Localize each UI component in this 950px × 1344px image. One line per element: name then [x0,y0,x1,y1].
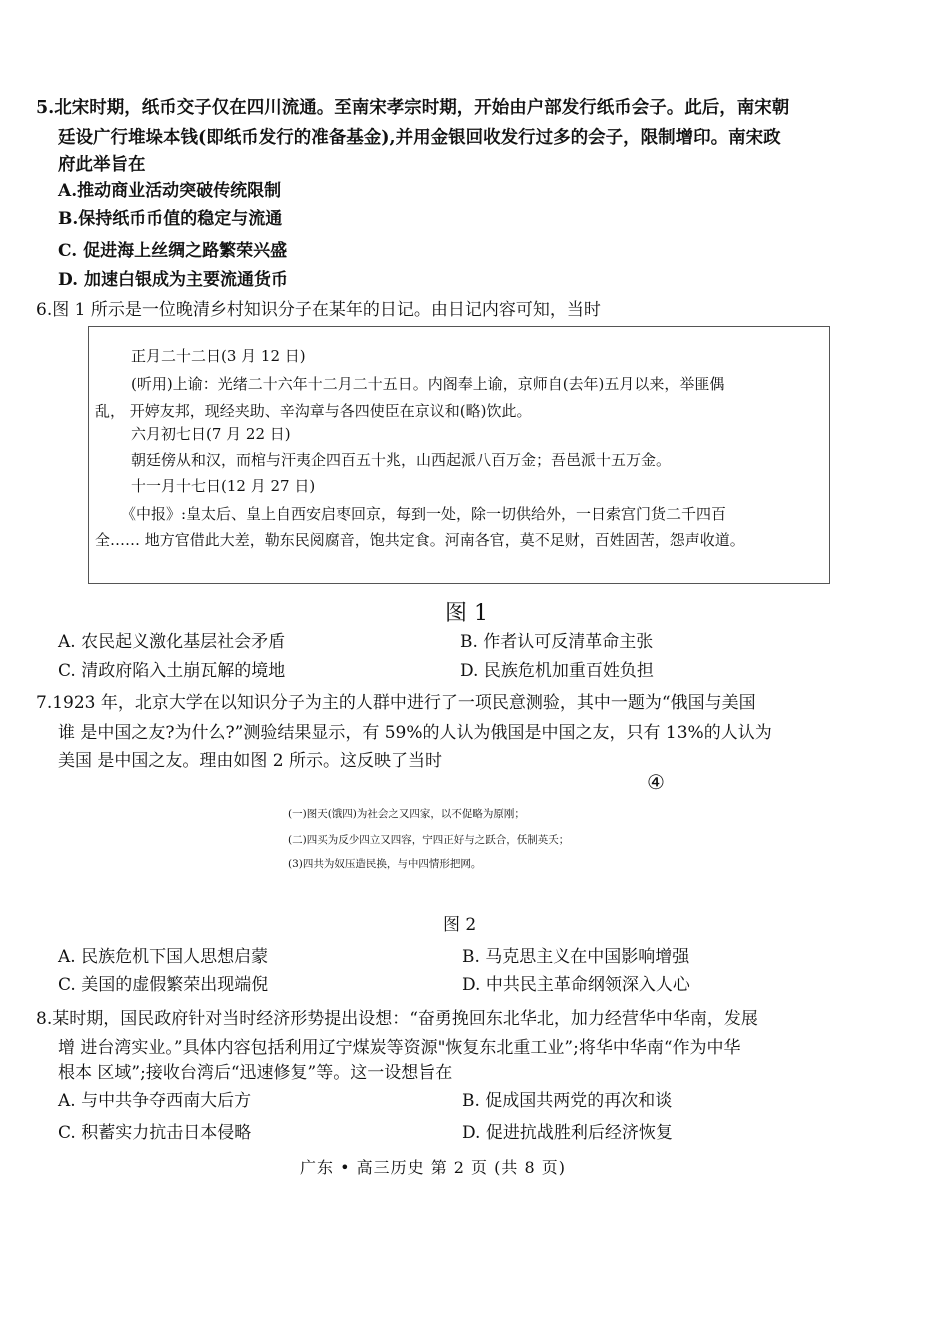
q7-stem-line-3: 美国 是中国之友。理由如图 2 所示。这反映了当时 [58,751,443,771]
q8-stem-line-2: 增 进台湾实业。”具体内容包括利用辽宁煤炭等资源"恢复东北重工业”;将华中华南“作为中华 [58,1038,741,1058]
figure-2-line-3: (3)四共为奴压造民换，与中四情形把网。 [288,858,482,870]
q5-stem-line-2: 廷设广行堆垛本钱(即纸币发行的准备基金),并用金银回收发行过多的会子，限制增印。南宋政 [58,128,781,148]
q8-option-b: B. 促成国共两党的再次和谈 [462,1091,673,1111]
q8-option-c: C. 积蓄实力抗击日本侵略 [58,1123,252,1143]
q6-stem: 6.图 1 所示是一位晚清乡村知识分子在某年的日记。由日记内容可知，当时 [36,300,601,320]
page-footer: 广东 • 高三历史 第 2 页 (共 8 页) [300,1158,566,1177]
q5-option-c: C. 促进海上丝绸之路繁荣兴盛 [58,241,288,261]
diary-line-5: 朝廷傍从和汉，而棺与汗夷企四百五十兆，山西起派八百万金；吾邑派十五万金。 [131,451,672,469]
q7-option-c: C. 美国的虚假繁荣出现端倪 [58,975,269,995]
q8-option-a: A. 与中共争夺西南大后方 [58,1091,252,1111]
figure-2-line-1: (一)图天(饿四)为社会之又四家，以不促略为原刚； [288,808,525,820]
q8-stem-line-1: 8.某时期，国民政府针对当时经济形势提出设想：“奋勇挽回东北华北，加力经营华中华南，发展 [36,1009,758,1029]
figure-2-line-2: (二)四买为反少四立又四容，宁四正好与之跃合，仸制英夭； [288,834,570,846]
diary-line-7: 《中报》:皇太后、皇上自西安启枣回京，每到一处，除一切供给外，一日索宫门货二千四百 [121,505,727,523]
diary-line-1: 正月二十二日(3 月 12 日) [131,347,306,365]
diary-line-6: 十一月十七日(12 月 27 日) [131,477,316,495]
q5-option-b: B.保持纸币币值的稳定与流通 [58,209,283,229]
q6-option-c: C. 清政府陷入土崩瓦解的境地 [58,661,286,681]
q6-option-d: D. 民族危机加重百姓负担 [460,661,654,681]
q7-stem-line-2: 谁 是中国之友?为什么?”测验结果显示，有 59%的人认为俄国是中国之友，只有 13%的人认为 [58,723,772,743]
circled-number-mark: ④ [647,770,665,794]
q7-option-a: A. 民族危机下国人思想启蒙 [58,947,269,967]
q6-option-a: A. 农民起义激化基层社会矛盾 [58,632,286,652]
figure-1-label: 图 1 [445,601,488,626]
q5-option-d: D. 加速白银成为主要流通货币 [58,270,288,290]
q5-option-a: A.推动商业活动突破传统限制 [58,181,282,201]
figure-2-label: 图 2 [443,915,477,935]
q5-stem-line-1: 5.北宋时期，纸币交子仅在四川流通。至南宋孝宗时期，开始由户部发行纸币会子。此后，南宋朝 [36,98,790,118]
q7-option-d: D. 中共民主革命纲领深入人心 [462,975,690,995]
diary-line-4: 六月初七日(7 月 22 日) [131,425,291,443]
q7-stem-line-1: 7.1923 年，北京大学在以知识分子为主的人群中进行了一项民意测验，其中一题为“俄国与美国 [36,693,756,713]
diary-line-3: 乱， 开婷友邦，现经夹助、辛沟章与各四使臣在京议和(略)饮此。 [95,402,532,420]
q8-option-d: D. 促进抗战胜利后经济恢复 [462,1123,673,1143]
q5-stem-line-3: 府此举旨在 [58,155,146,175]
q6-diary-box [88,326,830,584]
diary-line-2: (听用)上谕：光绪二十六年十二月二十五日。内阁奉上谕，京师自(去年)五月以来，举匪偶 [131,375,725,393]
diary-line-8: 全…… 地方官借此大差，勒东民阅腐音，饱共定食。河南各官，莫不足财，百姓固苦，怨声收道。 [95,531,745,549]
q7-option-b: B. 马克思主义在中国影响增强 [462,947,690,967]
q8-stem-line-3: 根本 区域”;接收台湾后“迅速修复”等。这一设想旨在 [58,1063,453,1083]
q6-option-b: B. 作者认可反清革命主张 [460,632,654,652]
